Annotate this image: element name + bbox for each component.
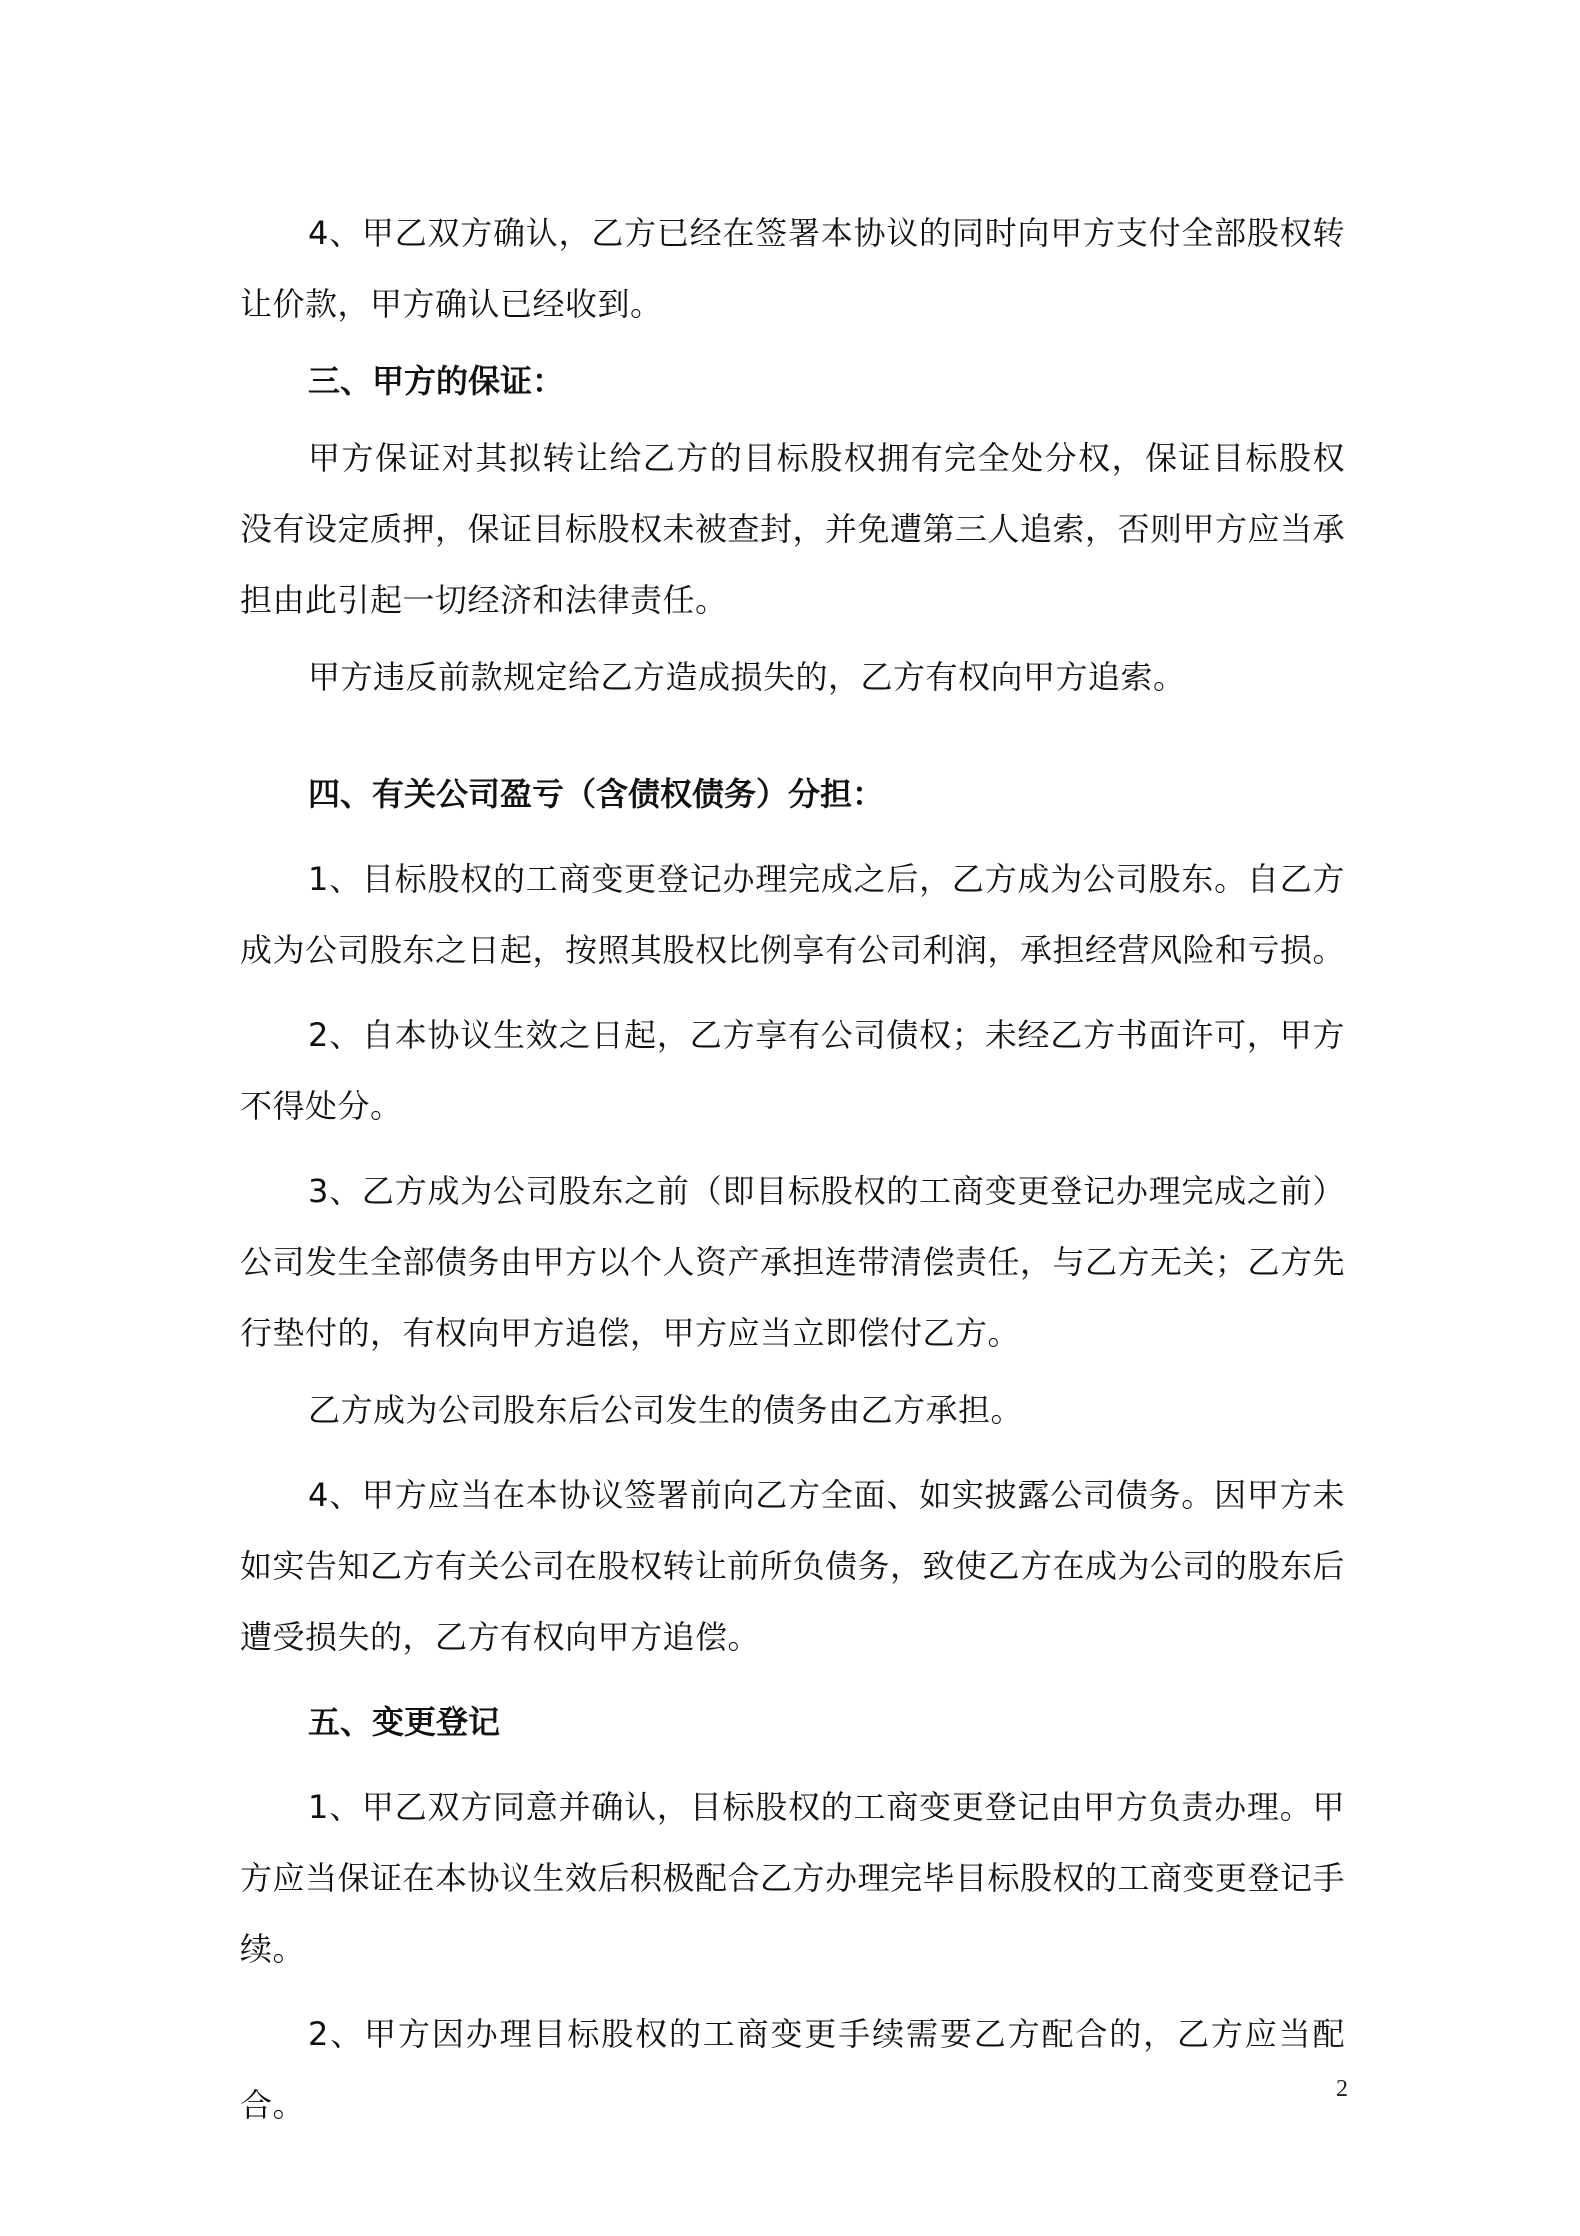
paragraph-profit-loss-2: 2、自本协议生效之日起，乙方享有公司债权；未经乙方书面许可，甲方不得处分。 [240, 1016, 1345, 1125]
paragraph-guarantee-breach: 甲方违反前款规定给乙方造成损失的，乙方有权向甲方追索。 [308, 658, 1186, 696]
paragraph-guarantee: 甲方保证对其拟转让给乙方的目标股权拥有完全处分权，保证目标股权没有设定质押，保证目标股权未被查封，并免遭第三人追索，否则甲方应当承担由此引起一切经济和法律责任。 [240, 439, 1346, 619]
paragraph-payment-confirmation: 4、甲乙双方确认，乙方已经在签署本协议的同时向甲方支付全部股权转让价款，甲方确认已经收到。 [240, 214, 1345, 323]
paragraph-profit-loss-4: 4、甲方应当在本协议签署前向乙方全面、如实披露公司债务。因甲方未如实告知乙方有关公司在股权转让前所负债务，致使乙方在成为公司的股东后遭受损失的，乙方有权向甲方追偿。 [240, 1476, 1346, 1656]
paragraph-profit-loss-1: 1、目标股权的工商变更登记办理完成之后，乙方成为公司股东。自乙方成为公司股东之日起，按照其股权比例享有公司利润，承担经营风险和亏损。 [240, 860, 1346, 969]
paragraph-profit-loss-3: 3、乙方成为公司股东之前（即目标股权的工商变更登记办理完成之前）公司发生全部债务由甲方以个人资产承担连带清偿责任，与乙方无关；乙方先行垫付的，有权向甲方追偿，甲方应当立即偿付乙方。 [240, 1172, 1346, 1352]
paragraph-registration-1: 1、甲乙双方同意并确认，目标股权的工商变更登记由甲方负责办理。甲方应当保证在本协议生效后积极配合乙方办理完毕目标股权的工商变更登记手续。 [240, 1788, 1346, 1968]
page-number: 2 [1336, 2076, 1348, 2102]
paragraph-registration-2: 2、甲方因办理目标股权的工商变更手续需要乙方配合的，乙方应当配合。 [240, 2015, 1345, 2124]
section-heading-registration: 五、变更登记 [308, 1703, 501, 1741]
paragraph-profit-loss-3-continued: 乙方成为公司股东后公司发生的债务由乙方承担。 [308, 1391, 1024, 1429]
section-heading-profit-loss: 四、有关公司盈亏（含债权债务）分担： [308, 775, 885, 813]
section-heading-guarantee: 三、甲方的保证： [308, 362, 565, 400]
document-body [240, 198, 1345, 2141]
